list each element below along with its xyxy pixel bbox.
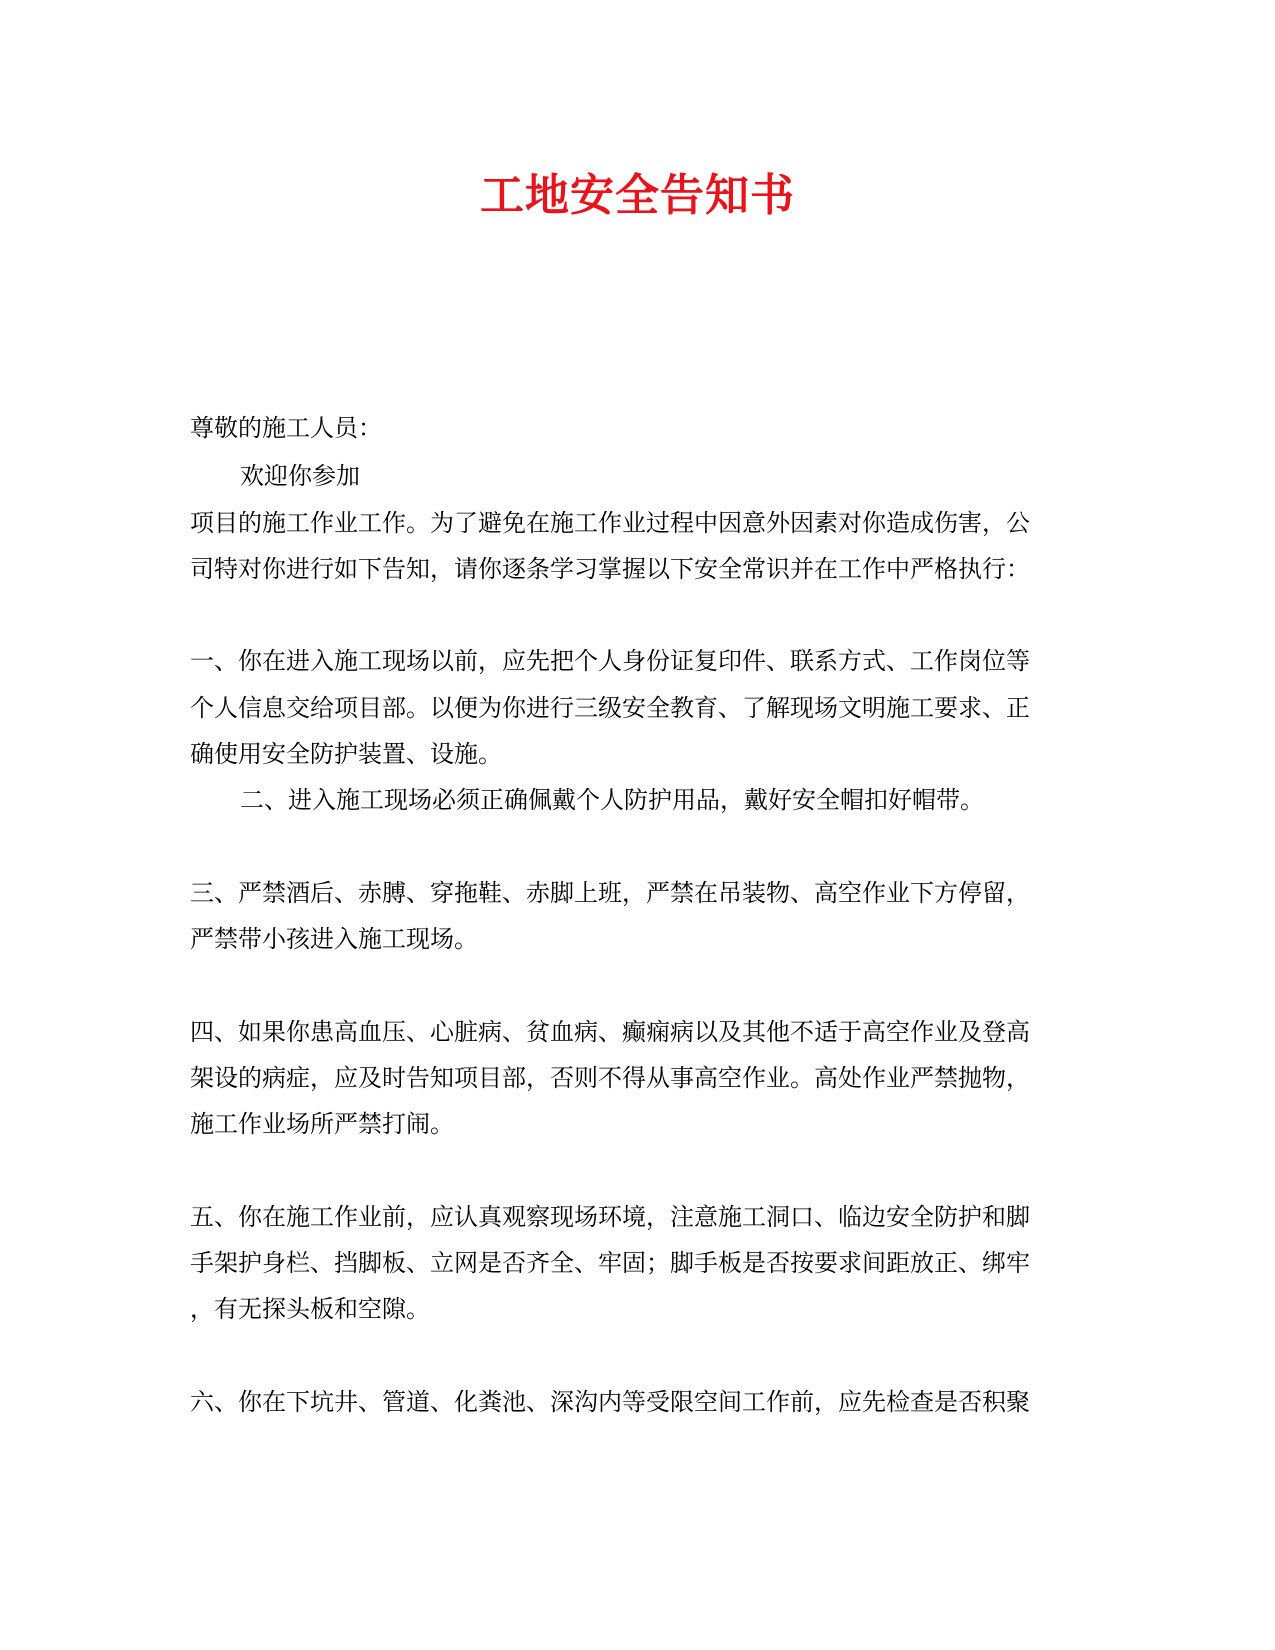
item-5-line-3: ，有无探头板和空隙。 [190,1295,430,1323]
item-5-line-1: 五、你在施工作业前，应认真观察现场环境，注意施工洞口、临边安全防护和脚 [190,1203,1030,1231]
item-3-line-1: 三、严禁酒后、赤膊、穿拖鞋、赤脚上班，严禁在吊装物、高空作业下方停留， [190,879,1030,907]
item-4-line-2: 架设的病症，应及时告知项目部，否则不得从事高空作业。高处作业严禁抛物， [190,1064,1030,1092]
item-1-line-3: 确使用安全防护装置、设施。 [190,740,502,768]
item-5-line-2: 手架护身栏、挡脚板、立网是否齐全、牢固；脚手板是否按要求间距放正、绑牢 [190,1249,1030,1277]
intro-line-1: 项目的施工作业工作。为了避免在施工作业过程中因意外因素对你造成伤害，公 [190,509,1030,537]
welcome-line: 欢迎你参加 [240,462,360,490]
item-4-line-1: 四、如果你患高血压、心脏病、贫血病、癫痫病以及其他不适于高空作业及登高 [190,1018,1030,1046]
item-6-line-1: 六、你在下坑井、管道、化粪池、深沟内等受限空间工作前，应先检查是否积聚 [190,1388,1030,1416]
item-1-line-2: 个人信息交给项目部。以便为你进行三级安全教育、了解现场文明施工要求、正 [190,694,1030,722]
item-4-line-3: 施工作业场所严禁打闹。 [190,1110,454,1138]
salutation: 尊敬的施工人员： [190,414,382,442]
intro-line-2: 司特对你进行如下告知，请你逐条学习掌握以下安全常识并在工作中严格执行： [190,555,1030,583]
item-3-line-2: 严禁带小孩进入施工现场。 [190,925,478,953]
item-2-line-1: 二、进入施工现场必须正确佩戴个人防护用品，戴好安全帽扣好帽带。 [240,786,984,814]
document-title: 工地安全告知书 [480,170,795,221]
item-1-line-1: 一、你在进入施工现场以前，应先把个人身份证复印件、联系方式、工作岗位等 [190,647,1030,675]
